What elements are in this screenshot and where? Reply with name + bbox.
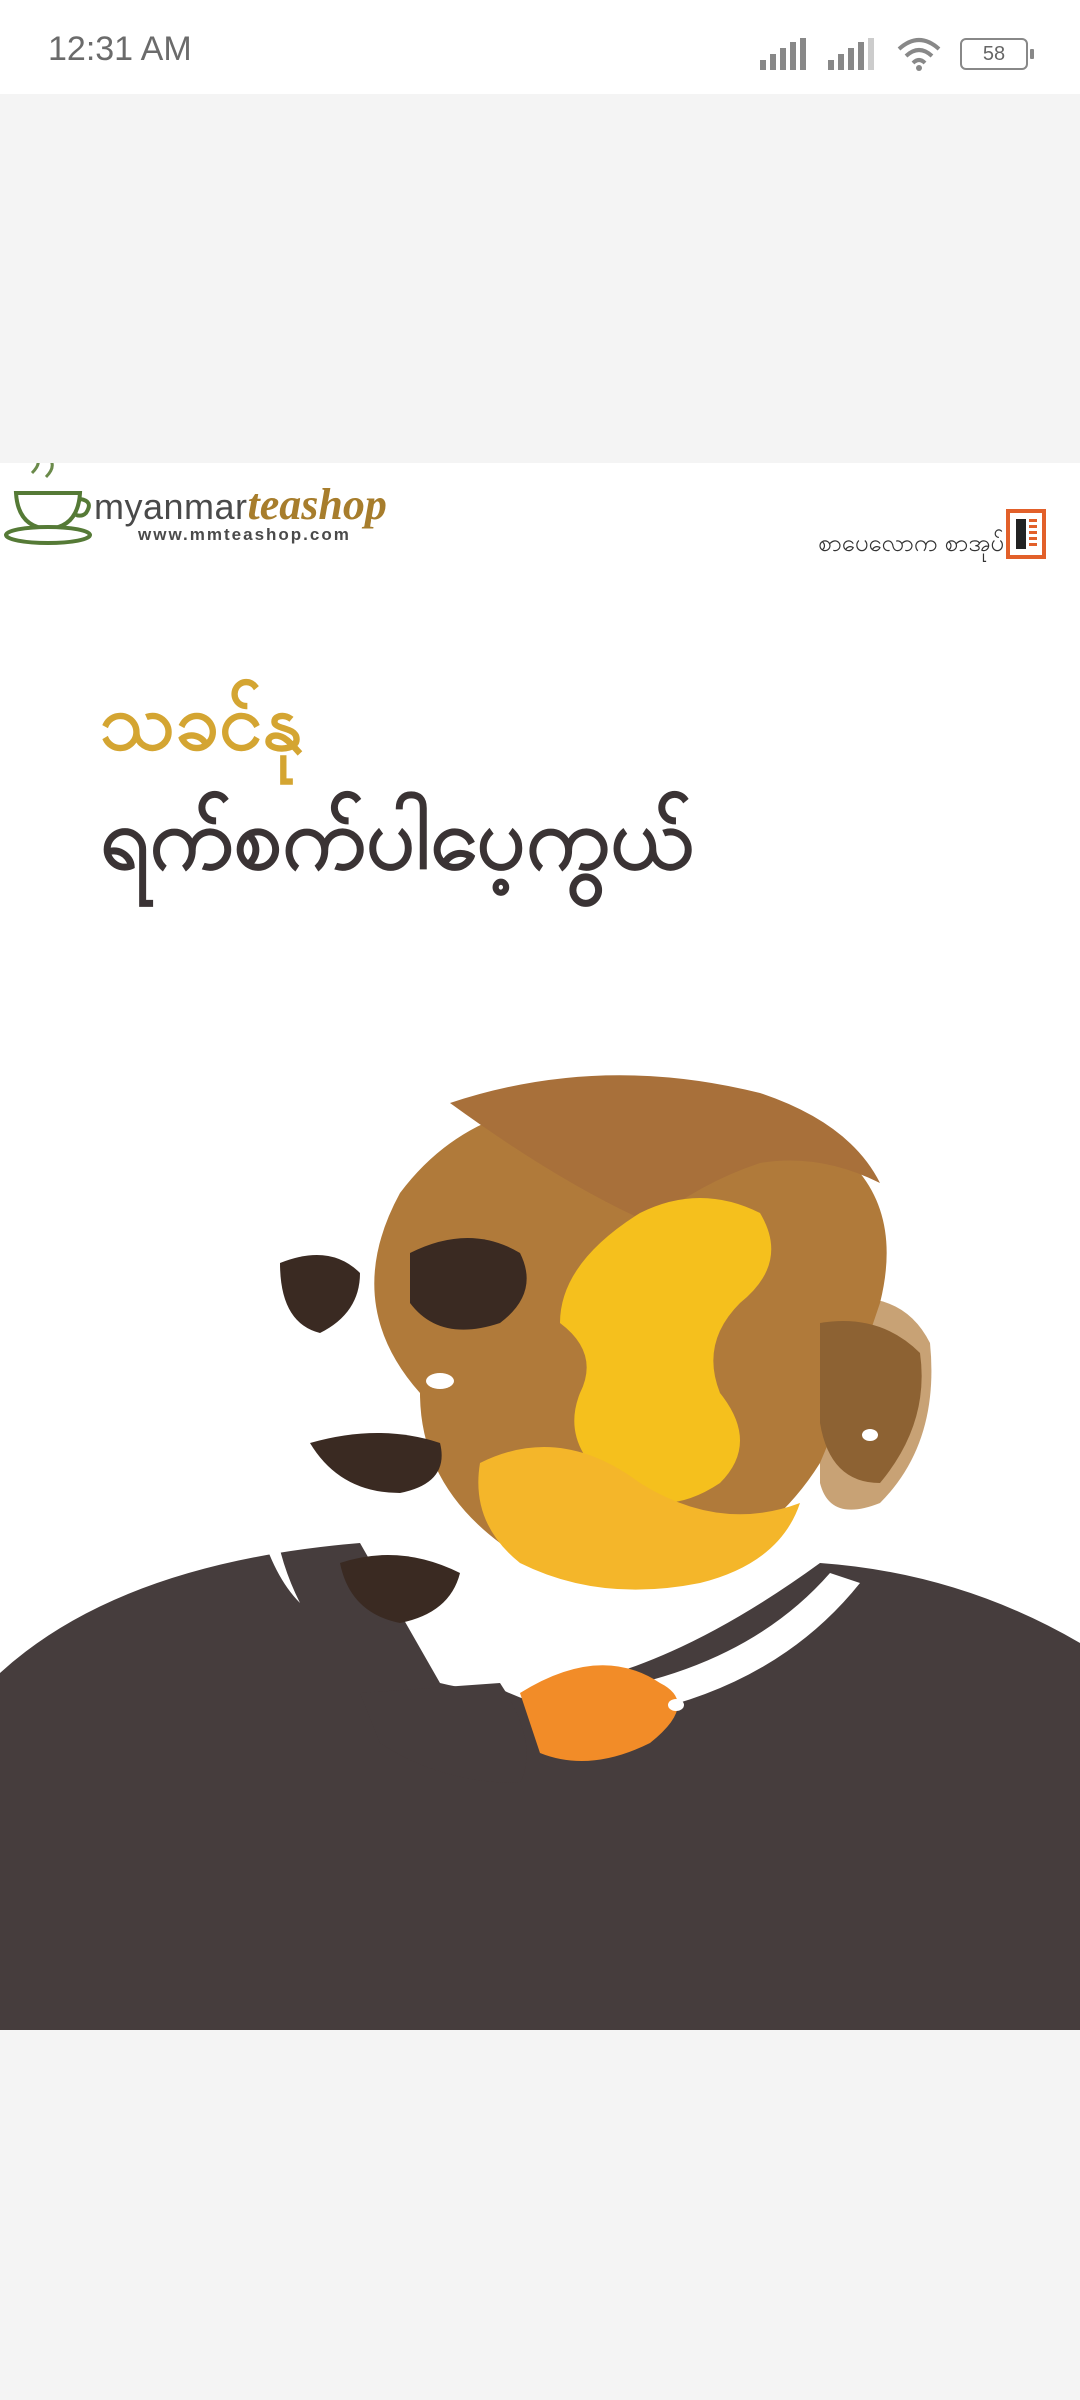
status-bar — [0, 0, 1080, 94]
status-icons — [760, 34, 1028, 74]
cellular-signal-2-icon — [828, 38, 878, 70]
publisher-book-icon — [1006, 509, 1046, 559]
battery-icon — [960, 38, 1028, 70]
wifi-icon — [896, 37, 942, 71]
brand-main: teashop — [247, 480, 387, 529]
cellular-signal-icon — [760, 38, 810, 70]
portrait-illustration — [0, 923, 1080, 2030]
brand-url: www.mmteashop.com — [138, 525, 351, 544]
brand-logo — [94, 479, 387, 530]
teacup-logo-icon — [2, 463, 94, 547]
publisher-name: စာပေလောက စာအုပ် — [818, 529, 1004, 557]
battery-level: 58 — [982, 43, 1006, 65]
book-title: ရက်စက်ပါပေ့ကွယ် — [100, 789, 694, 889]
author-name: သခင်နု — [100, 678, 303, 768]
status-time: 12:31 AM — [48, 30, 192, 68]
book-cover-image[interactable] — [0, 463, 1080, 2030]
brand-prefix: myanmar — [94, 486, 248, 527]
